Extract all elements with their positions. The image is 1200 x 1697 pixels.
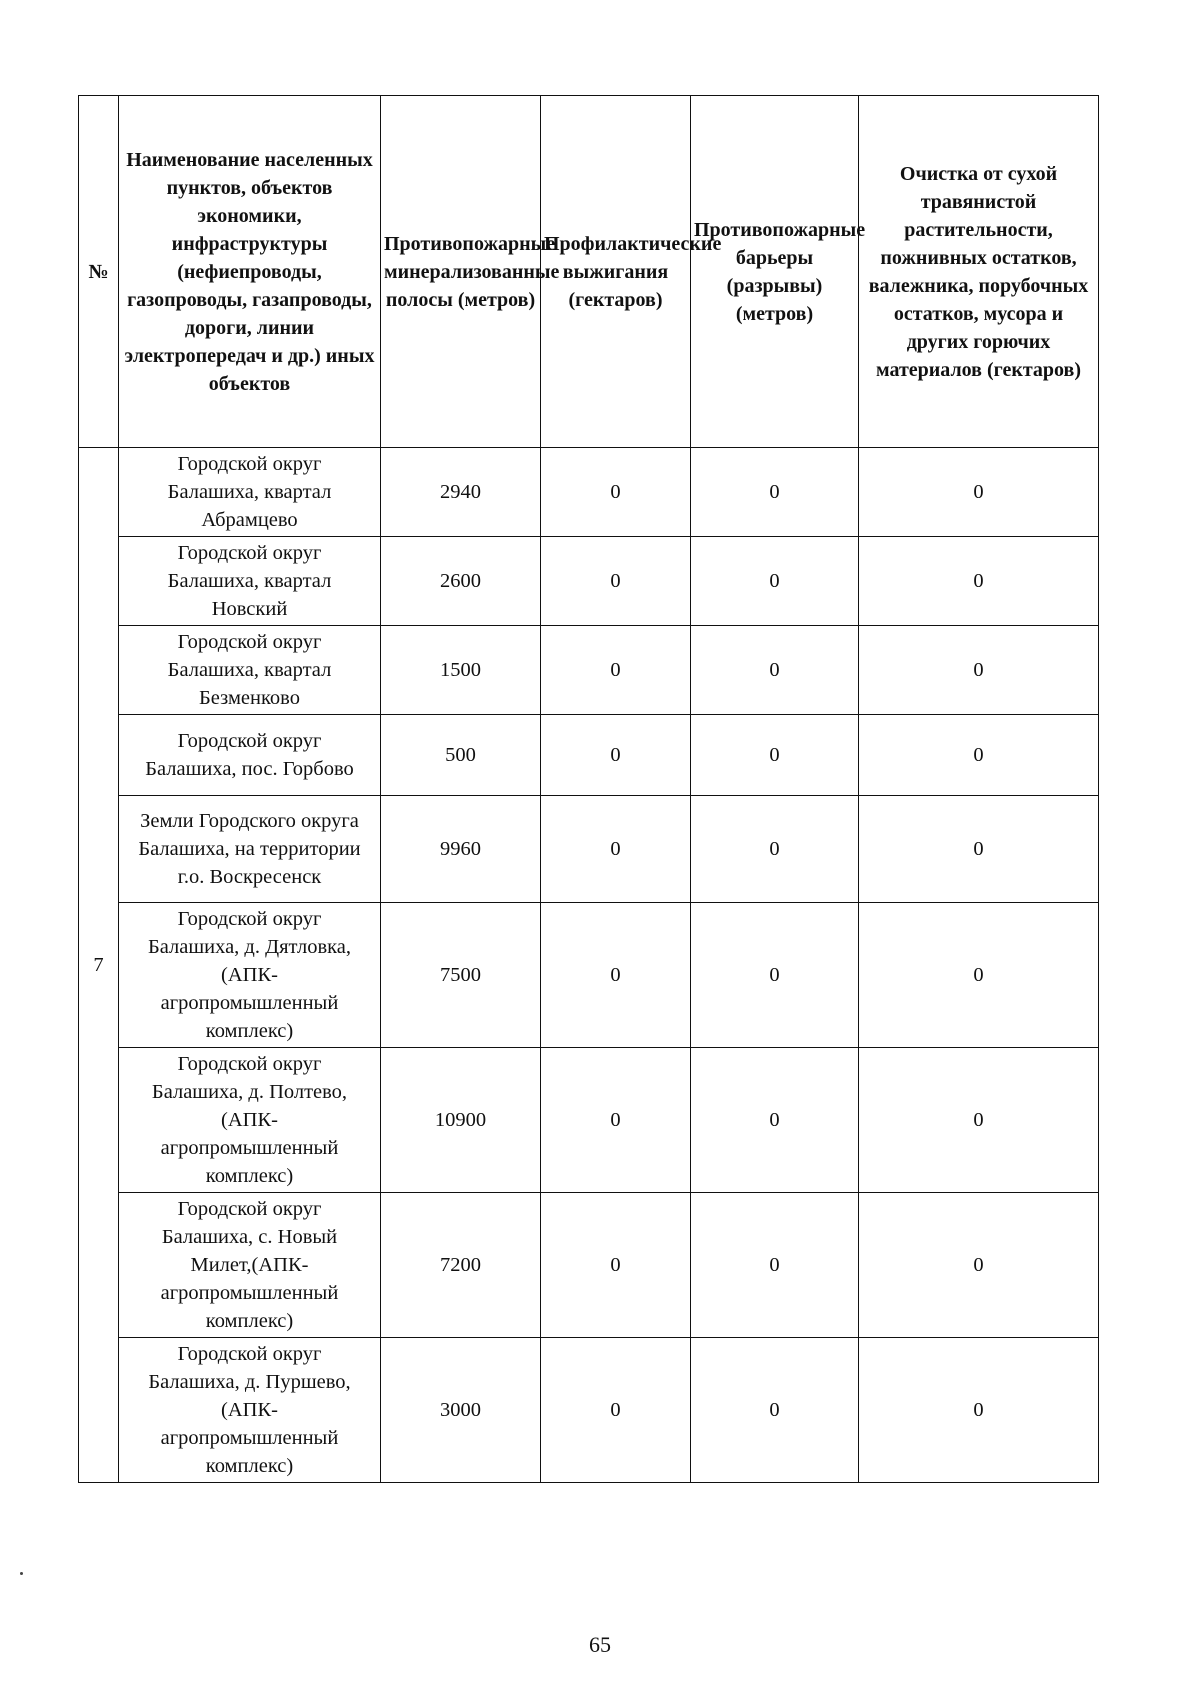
header-number: № <box>79 96 119 448</box>
mineralized-strips-cell: 1500 <box>381 626 541 715</box>
page-number: 65 <box>589 1632 611 1657</box>
vegetation-cleaning-cell: 0 <box>859 903 1099 1048</box>
object-name-cell: Городской округ Балашиха, с. Новый Милет,(АПК- агропромышленный комплекс) <box>119 1193 381 1338</box>
mineralized-strips-cell: 500 <box>381 715 541 796</box>
vegetation-cleaning-cell: 0 <box>859 626 1099 715</box>
scan-speck <box>20 1572 23 1575</box>
vegetation-cleaning-cell: 0 <box>859 448 1099 537</box>
table-row <box>79 1048 1099 1193</box>
preventive-burning-cell: 0 <box>541 1338 691 1483</box>
fire-barriers-cell: 0 <box>691 1193 859 1338</box>
header-vegetation-cleaning: Очистка от сухой травянистой растительности, пожнивных остатков, валежника, порубочных остатков, мусора и других горючих материалов (гектаров) <box>859 96 1099 448</box>
vegetation-cleaning-cell: 0 <box>859 715 1099 796</box>
mineralized-strips-cell: 2940 <box>381 448 541 537</box>
table-row <box>79 1338 1099 1483</box>
table-row <box>79 715 1099 796</box>
object-name-cell: Городской округ Балашиха, квартал Новский <box>119 537 381 626</box>
vegetation-cleaning-cell: 0 <box>859 1193 1099 1338</box>
group-number-cell: 7 <box>79 448 119 1483</box>
header-mineralized-strips: Противопожарные минерализованные полосы (метров) <box>381 96 541 448</box>
fire-barriers-cell: 0 <box>691 448 859 537</box>
object-name-cell: Городской округ Балашиха, квартал Безменково <box>119 626 381 715</box>
preventive-burning-cell: 0 <box>541 796 691 903</box>
preventive-burning-cell: 0 <box>541 715 691 796</box>
table-row <box>79 796 1099 903</box>
fire-barriers-cell: 0 <box>691 1338 859 1483</box>
vegetation-cleaning-cell: 0 <box>859 1338 1099 1483</box>
mineralized-strips-cell: 10900 <box>381 1048 541 1193</box>
mineralized-strips-cell: 3000 <box>381 1338 541 1483</box>
fire-prevention-table <box>78 95 1099 1483</box>
preventive-burning-cell: 0 <box>541 1048 691 1193</box>
table-row <box>79 1193 1099 1338</box>
mineralized-strips-cell: 7500 <box>381 903 541 1048</box>
fire-barriers-cell: 0 <box>691 903 859 1048</box>
header-fire-barriers: Противопожарные барьеры (разрывы) (метров) <box>691 96 859 448</box>
object-name-cell: Городской округ Балашиха, д. Дятловка, (АПК- агропромышленный комплекс) <box>119 903 381 1048</box>
object-name-cell: Городской округ Балашиха, пос. Горбово <box>119 715 381 796</box>
header-preventive-burning: Профилактические выжигания (гектаров) <box>541 96 691 448</box>
fire-barriers-cell: 0 <box>691 715 859 796</box>
object-name-cell: Городской округ Балашиха, квартал Абрамцево <box>119 448 381 537</box>
mineralized-strips-cell: 7200 <box>381 1193 541 1338</box>
fire-barriers-cell: 0 <box>691 796 859 903</box>
fire-barriers-cell: 0 <box>691 1048 859 1193</box>
preventive-burning-cell: 0 <box>541 1193 691 1338</box>
preventive-burning-cell: 0 <box>541 537 691 626</box>
table-row <box>79 903 1099 1048</box>
object-name-cell: Городской округ Балашиха, д. Пуршево, (АПК- агропромышленный комплекс) <box>119 1338 381 1483</box>
preventive-burning-cell: 0 <box>541 626 691 715</box>
table-body <box>79 448 1099 1483</box>
vegetation-cleaning-cell: 0 <box>859 537 1099 626</box>
header-row <box>79 96 1099 448</box>
header-object-name: Наименование населенных пунктов, объектов экономики, инфраструктуры (нефиепроводы, газопроводы, газапроводы, дороги, линии электропередач и др.) иных объектов <box>119 96 381 448</box>
vegetation-cleaning-cell: 0 <box>859 1048 1099 1193</box>
fire-barriers-cell: 0 <box>691 626 859 715</box>
vegetation-cleaning-cell: 0 <box>859 796 1099 903</box>
table-row <box>79 448 1099 537</box>
object-name-cell: Городской округ Балашиха, д. Полтево, (АПК- агропромышленный комплекс) <box>119 1048 381 1193</box>
object-name-cell: Земли Городского округа Балашиха, на территории г.о. Воскресенск <box>119 796 381 903</box>
mineralized-strips-cell: 9960 <box>381 796 541 903</box>
preventive-burning-cell: 0 <box>541 448 691 537</box>
table-row <box>79 626 1099 715</box>
table-row <box>79 537 1099 626</box>
preventive-burning-cell: 0 <box>541 903 691 1048</box>
table-header <box>79 96 1099 448</box>
mineralized-strips-cell: 2600 <box>381 537 541 626</box>
fire-barriers-cell: 0 <box>691 537 859 626</box>
